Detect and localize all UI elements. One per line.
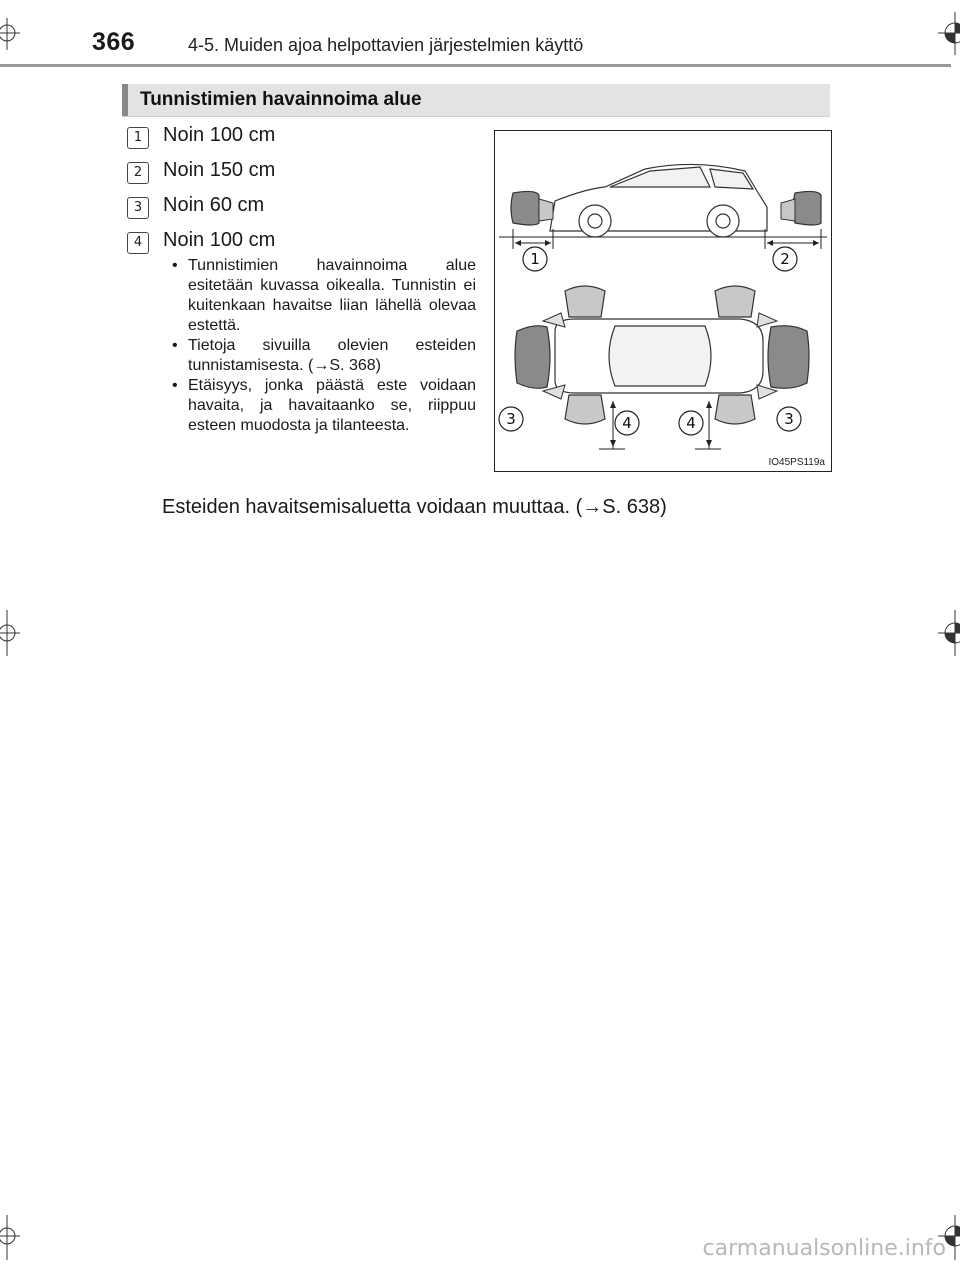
bullet-item: • Tunnistimien havainnoima alue esitetään kuvassa oikealla. Tunnistin ei kuitenkaan havaitse liian lähellä olevaa estettä.: [172, 257, 476, 334]
bullet-list: [166, 256, 476, 436]
figure-label-4: 4: [622, 414, 632, 432]
bullet-text: Tunnistimien havainnoima alue esitetään kuvassa oikealla. Tunnistin ei kuitenkaan havaitse liian lähellä olevaa estettä.: [188, 257, 476, 334]
section-title: Tunnistimien havainnoima alue: [140, 89, 422, 110]
number-badge: 1: [127, 127, 149, 149]
top-view: [555, 319, 763, 393]
figure-label-3: 3: [506, 410, 516, 428]
watermark-site: carmanualsonline.info: [702, 1236, 946, 1261]
item-text: Noin 100 cm: [163, 124, 276, 146]
item-text: Noin 100 cm: [163, 229, 276, 251]
figure-code: IO45PS119a: [768, 457, 825, 468]
figure-label-4b: 4: [686, 414, 696, 432]
page-number: 366: [92, 28, 136, 56]
section-header: [122, 84, 830, 117]
sensor-range-figure: [494, 130, 832, 472]
chapter-title: 4-5. Muiden ajoa helpottavien järjestelmien käyttö: [188, 35, 584, 55]
figure-label-1: 1: [530, 250, 540, 268]
figure-label-3b: 3: [784, 410, 794, 428]
section-accent: [122, 84, 128, 116]
bullet-item: • Etäisyys, jonka päästä este voidaan havaita, ja havaitaanko se, riippuu esteen muodosta ja tilanteesta.: [172, 377, 476, 434]
number-badge: 2: [127, 162, 149, 184]
bullet-text: Etäisyys, jonka päästä este voidaan havaita, ja havaitaanko se, riippuu esteen muodosta ja tilanteesta.: [188, 377, 476, 434]
figure-label-2: 2: [780, 250, 790, 268]
header-rule: [0, 64, 951, 67]
number-badge: 3: [127, 197, 149, 219]
bullet-item: • Tietoja sivuilla olevien esteiden tunnistamisesta. (→S. 368): [172, 337, 476, 374]
item-text: Noin 150 cm: [163, 159, 276, 181]
bullet-text: Tietoja sivuilla olevien esteiden tunnistamisesta. (→S. 368): [188, 337, 476, 374]
note-text: Esteiden havaitsemisaluetta voidaan muuttaa. (→S. 638): [162, 496, 667, 518]
number-badge: 4: [127, 232, 149, 254]
side-view: [550, 164, 767, 237]
car-sensor-diagram: [495, 131, 831, 471]
item-text: Noin 60 cm: [163, 194, 265, 216]
